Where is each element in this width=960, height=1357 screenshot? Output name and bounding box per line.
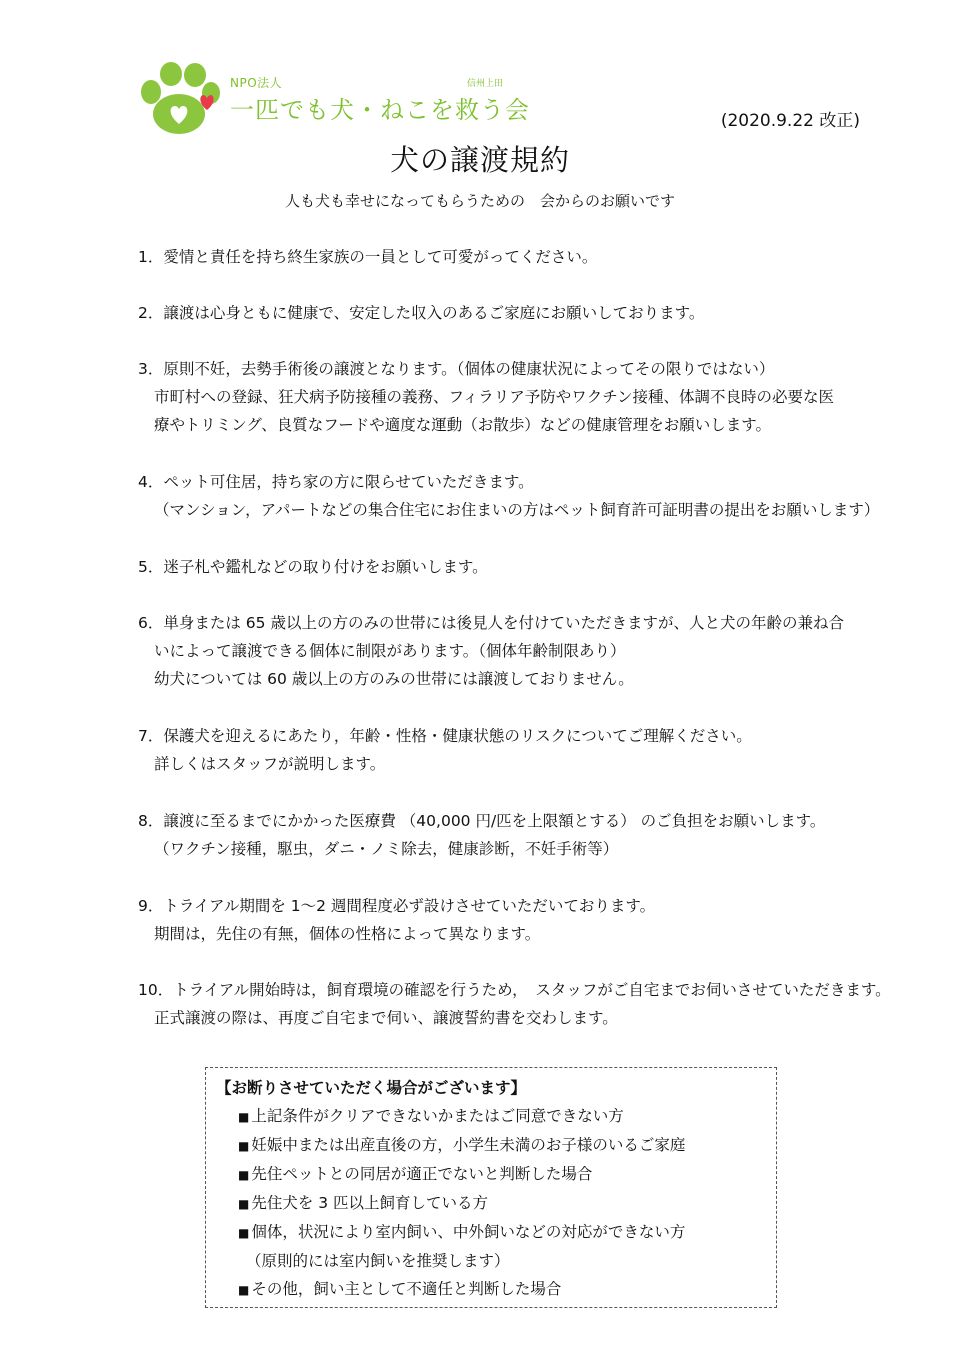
notice-item (216, 1102, 776, 1131)
rule-item-9 (138, 892, 655, 948)
rule-line: 詳しくはスタッフが説明します。 (154, 755, 386, 773)
page-title: 犬の譲渡規約 (389, 143, 570, 177)
rule-line: 幼犬については 60 歳以上の方のみの世帯には譲渡しておりません。 (154, 670, 634, 688)
rule-line: 譲渡に至るまでにかかった医療費 （40,000 円/匹を上限額とする） のご負担をお願いします。 (163, 812, 826, 830)
bullet-square-icon: ■ (238, 1283, 250, 1297)
rule-number: 7． (138, 727, 164, 745)
rule-line: 単身または 65 歳以上の方のみの世帯には後見人を付けていただきますが、人と犬の年齢の兼ね合 (163, 614, 844, 632)
rule-line: 原則不妊，去勢手術後の譲渡となります。（個体の健康状況によってその限りではない） (163, 360, 775, 378)
notice-item-text: 個体，状況により室内飼い、中外飼いなどの対応ができない方 (251, 1223, 686, 1241)
org-logo (137, 62, 530, 137)
rule-number: 1． (138, 248, 164, 266)
rule-item-8 (138, 807, 825, 863)
bullet-square-icon: ■ (238, 1139, 250, 1153)
rule-line: いによって譲渡できる個体に制限があります。（個体年齢制限あり） (154, 642, 626, 660)
page-subtitle: 人も犬も幸せになってもらうための 会からのお願いです (284, 192, 675, 210)
notice-note: （原則的には室内飼いを推奨します） (246, 1252, 510, 1270)
rule-line: トライアル期間を 1～2 週間程度必ず設けさせていただいております。 (163, 897, 656, 915)
bullet-square-icon: ■ (238, 1110, 250, 1124)
rule-item-6 (138, 609, 844, 693)
notice-item-text: 先住犬を 3 匹以上飼育している方 (251, 1194, 489, 1212)
region-label: 信州上田 (467, 79, 504, 89)
rule-line: 期間は，先住の有無，個体の性格によって異なります。 (154, 925, 541, 943)
rule-line: （マンション，アパートなどの集合住宅にお住まいの方はペット飼育許可証明書の提出をお願いします） (154, 501, 880, 519)
bullet-square-icon: ■ (238, 1226, 250, 1240)
refusal-notice-box (205, 1067, 777, 1308)
notice-item-text: 妊娠中または出産直後の方，小学生未満のお子様のいるご家庭 (251, 1136, 686, 1154)
notice-item (216, 1160, 776, 1189)
rule-line: 譲渡は心身ともに健康で、安定した収入のあるご家庭にお願いしております。 (163, 304, 705, 322)
npo-label: NPO法人 (230, 76, 283, 90)
rule-number: 4． (138, 473, 164, 491)
rule-number: 6． (138, 614, 164, 632)
notice-item-text: その他，飼い主として不適任と判断した場合 (251, 1280, 562, 1298)
rule-line: 正式譲渡の際は、再度ご自宅まで伺い、譲渡誓約書を交わします。 (154, 1009, 618, 1027)
org-name: 一匹でも犬・ねこを救う会 (230, 96, 530, 124)
rule-number: 9． (138, 897, 164, 915)
rule-item-2 (138, 299, 704, 327)
revision-date: (2020.9.22 改正) (720, 111, 860, 131)
rule-line: （ワクチン接種，駆虫，ダニ・ノミ除去，健康診断，不妊手術等） (154, 840, 619, 858)
notice-item (216, 1131, 776, 1160)
rule-item-1 (138, 243, 597, 271)
rule-item-10 (138, 976, 891, 1032)
rule-item-5 (138, 553, 488, 581)
rule-item-7 (138, 722, 752, 778)
notice-item (216, 1218, 776, 1247)
notice-title: 【お断りさせていただく場合がございます】 (216, 1079, 527, 1097)
rule-item-4 (138, 468, 879, 524)
rule-line: 迷子札や鑑札などの取り付けをお願いします。 (163, 558, 488, 576)
paw-heart-icon (137, 62, 227, 137)
bullet-square-icon: ■ (238, 1168, 250, 1182)
rule-item-3 (138, 355, 834, 439)
rule-number: 8． (138, 812, 164, 830)
rule-line: 愛情と責任を持ち終生家族の一員として可愛がってください。 (163, 248, 598, 266)
rule-line: ペット可住居，持ち家の方に限らせていただきます。 (163, 473, 534, 491)
bullet-square-icon: ■ (238, 1197, 250, 1211)
notice-item-text: 上記条件がクリアできないかまたはご同意できない方 (251, 1107, 624, 1125)
rule-number: 10． (138, 981, 174, 999)
rule-number: 3． (138, 360, 164, 378)
rule-line: トライアル開始時は，飼育環境の確認を行うため， スタッフがご自宅までお伺いさせていただきます。 (173, 981, 891, 999)
rule-line: 保護犬を迎えるにあたり，年齢・性格・健康状態のリスクについてご理解ください。 (163, 727, 752, 745)
rule-number: 5． (138, 558, 164, 576)
rule-number: 2． (138, 304, 164, 322)
notice-item-text: 先住ペットとの同居が適正でないと判断した場合 (251, 1165, 593, 1183)
notice-item (216, 1275, 776, 1304)
notice-item (216, 1189, 776, 1218)
rule-line: 療やトリミング、良質なフードや適度な運動（お散歩）などの健康管理をお願いします。 (154, 416, 772, 434)
rule-line: 市町村への登録、狂犬病予防接種の義務、フィラリア予防やワクチン接種、体調不良時の必要な医 (154, 388, 834, 406)
